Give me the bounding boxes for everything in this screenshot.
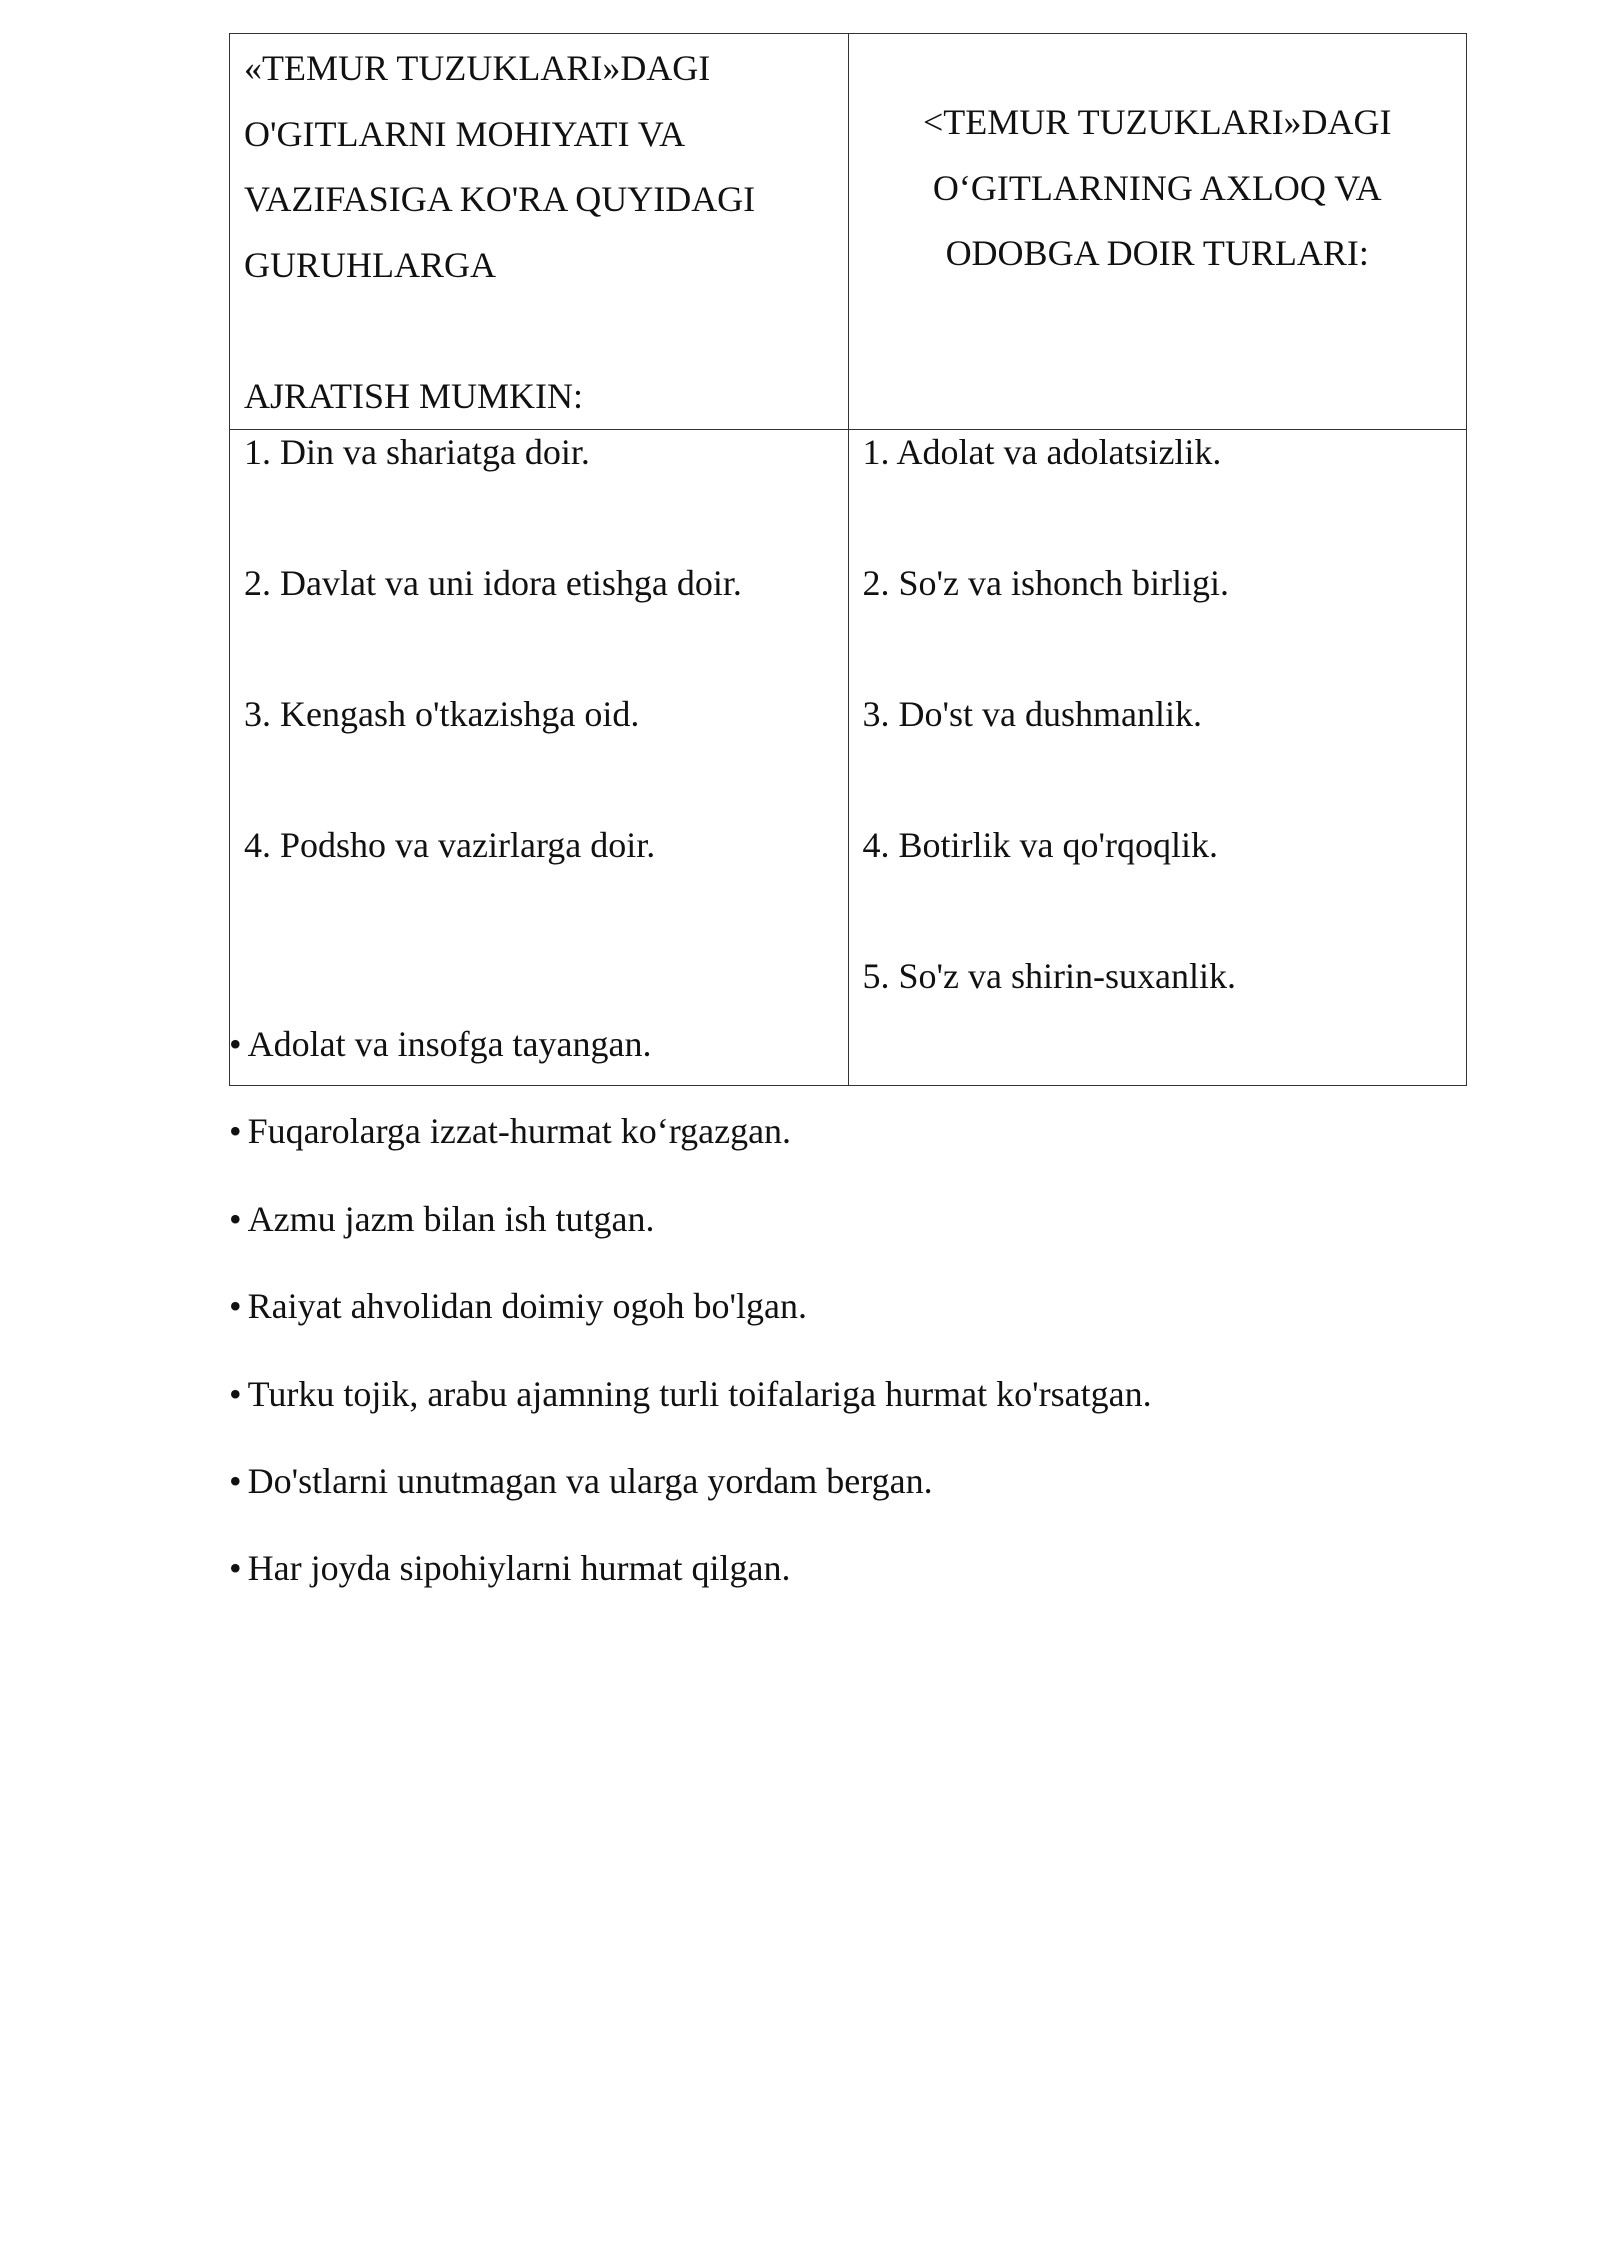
bullet-text: Azmu jazm bilan ish tutgan. — [247, 1198, 655, 1239]
bullet-item — [229, 1544, 1469, 1631]
table-header-row — [230, 34, 1467, 430]
bullet-text: Do'stlarni unutmagan va ularga yordam bergan. — [247, 1460, 933, 1501]
bullet-item — [229, 1370, 1469, 1457]
list-item — [244, 692, 834, 823]
bullet-text: Turku tojik, arabu ajamning turli toifalariga hurmat ko'rsatgan. — [247, 1373, 1152, 1414]
header-left-spacer — [244, 298, 834, 364]
bullet-text: Har joyda sipohiylarni hurmat qilgan. — [247, 1548, 791, 1589]
list-item — [244, 430, 834, 561]
right-list-cell — [848, 430, 1467, 1086]
list-item-text: 2. So'z va ishonch birligi. — [862, 563, 1229, 603]
bullet-icon: • — [229, 1286, 242, 1327]
left-list-cell — [230, 430, 849, 1086]
bullet-icon: • — [229, 1024, 242, 1064]
bullet-item — [229, 1282, 1469, 1369]
bullet-item — [229, 1107, 1469, 1194]
list-item-text: 4. Podsho va vazirlarga doir. — [244, 825, 656, 865]
list-item — [244, 561, 834, 692]
comparison-table — [229, 33, 1467, 1086]
list-item-text: 2. Davlat va uni idora etishga doir. — [244, 563, 742, 603]
header-right-line: ODOBGA DOIR TURLARI: — [945, 233, 1369, 273]
list-item — [244, 823, 834, 954]
list-item-text: 5. So'z va shirin-suxanlik. — [862, 956, 1236, 996]
list-item-text: 3. Kengash o'tkazishga oid. — [244, 694, 640, 734]
header-cell-right — [848, 34, 1467, 430]
header-left-line: AJRATISH MUMKIN: — [244, 375, 584, 416]
list-item — [863, 692, 1453, 823]
list-item — [863, 561, 1453, 692]
bullet-icon: • — [229, 1548, 242, 1589]
list-item-text: 1. Din va shariatga doir. — [244, 432, 590, 472]
bullet-icon: • — [229, 1198, 242, 1239]
bullet-icon: • — [229, 1111, 242, 1152]
header-left-line: O'GITLARNI MOHIYATI VA — [244, 113, 686, 154]
bullet-icon: • — [229, 1373, 242, 1414]
bullet-item — [229, 1195, 1469, 1282]
header-right-line: O‘GITLARNING AXLOQ VA — [932, 167, 1382, 208]
table-body-row — [230, 430, 1467, 1086]
header-left-line: «TEMUR TUZUKLARI»DAGI — [244, 48, 711, 88]
header-left-line: VAZIFASIGA KO'RA QUYIDAGI — [244, 179, 756, 219]
bullet-icon: • — [229, 1460, 242, 1501]
bullet-item — [229, 1020, 1469, 1107]
bullet-list — [229, 1020, 1469, 1632]
list-item — [863, 823, 1453, 954]
bullet-text: Raiyat ahvolidan doimiy ogoh bo'lgan. — [247, 1286, 808, 1327]
list-item-text: 4. Botirlik va qo'rqoqlik. — [862, 825, 1218, 865]
header-cell-left — [230, 34, 849, 430]
header-left-line: GURUHLARGA — [244, 244, 496, 285]
list-item — [863, 430, 1453, 561]
list-item-text: 3. Do'st va dushmanlik. — [862, 694, 1202, 734]
bullet-text: Fuqarolarga izzat-hurmat ko‘rgazgan. — [247, 1111, 792, 1152]
bullet-text: Adolat va insofga tayangan. — [247, 1024, 652, 1064]
bullet-item — [229, 1457, 1469, 1544]
header-right-line: <TEMUR TUZUKLARI»DAGI — [922, 102, 1392, 142]
list-item-text: 1. Adolat va adolatsizlik. — [862, 432, 1222, 472]
